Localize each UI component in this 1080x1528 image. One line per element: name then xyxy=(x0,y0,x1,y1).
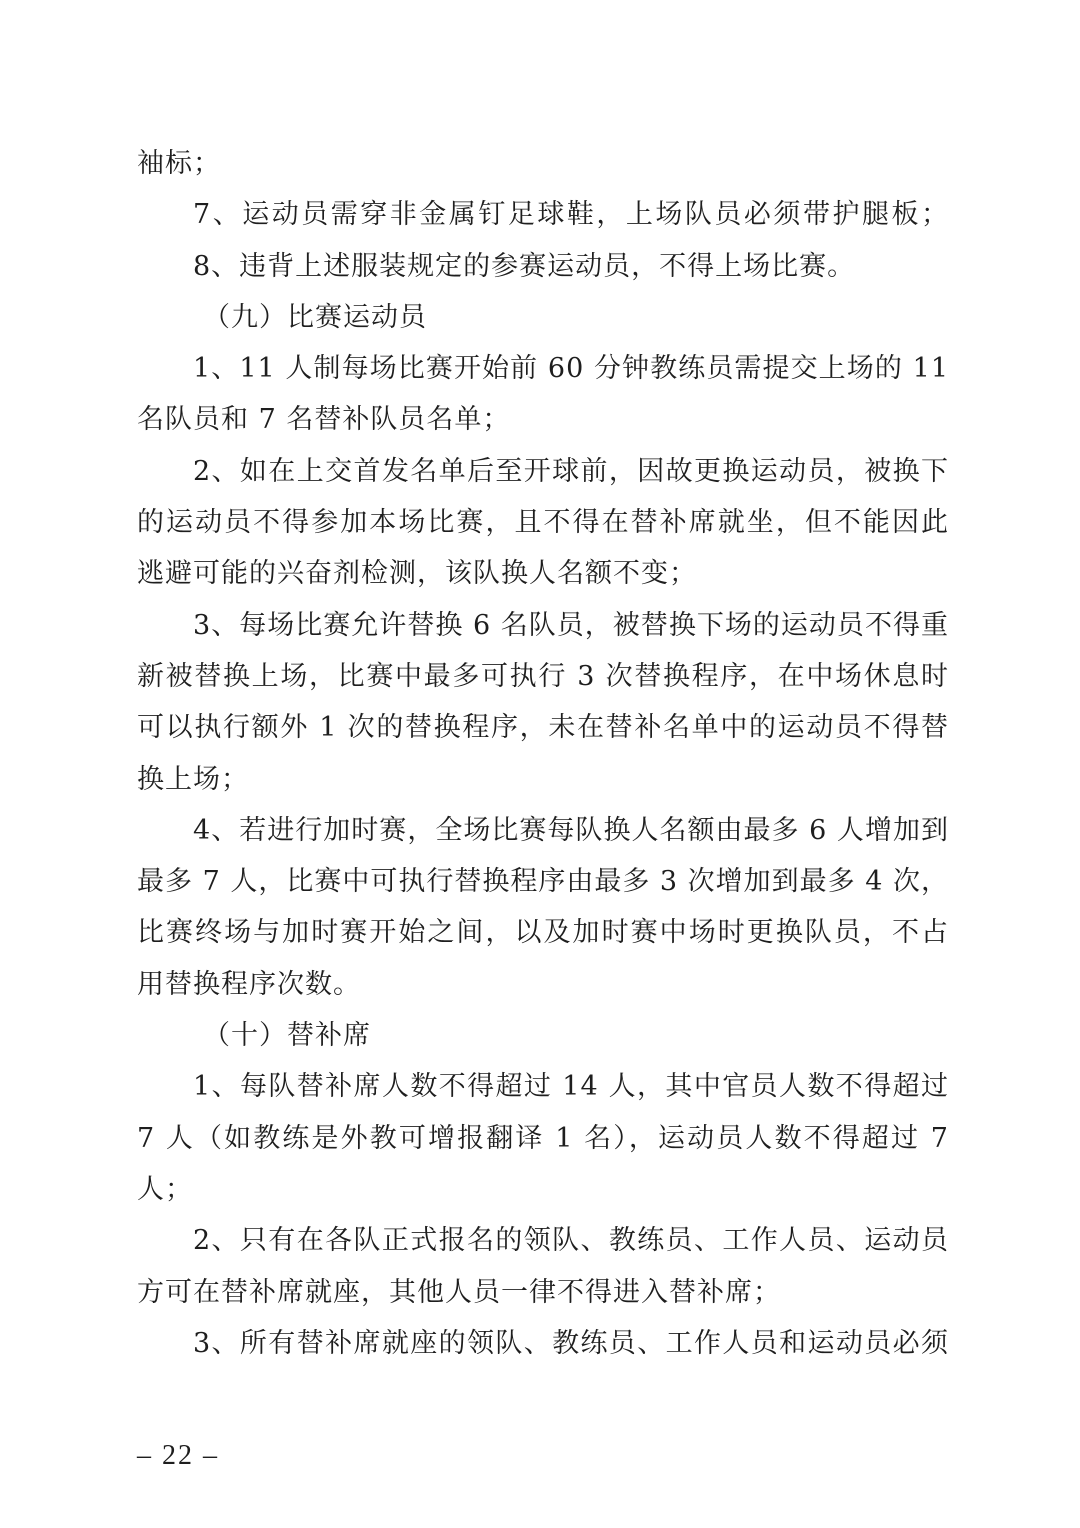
text-line: 7、运动员需穿非金属钉足球鞋，上场队员必须带护腿板； xyxy=(193,199,949,231)
body-text xyxy=(137,138,949,1369)
text-line: 换上场； xyxy=(137,763,249,795)
text-line: 名队员和 7 名替补队员名单； xyxy=(137,404,511,436)
text-line: 7 人（如教练是外教可增报翻译 1 名），运动员人数不得超过 7 xyxy=(137,1122,949,1154)
text-line: 4、若进行加时赛，全场比赛每队换人名额由最多 6 人增加到 xyxy=(193,814,949,846)
text-line: 8、违背上述服装规定的参赛运动员，不得上场比赛。 xyxy=(193,250,856,282)
text-line: 可以执行额外 1 次的替换程序，未在替补名单中的运动员不得替 xyxy=(137,712,949,744)
text-line: 的运动员不得参加本场比赛，且不得在替补席就坐，但不能因此 xyxy=(137,507,949,539)
text-line: 比赛终场与加时赛开始之间，以及加时赛中场时更换队员，不占 xyxy=(137,917,949,949)
text-line: 人； xyxy=(137,1173,193,1205)
text-line: 2、只有在各队正式报名的领队、教练员、工作人员、运动员 xyxy=(193,1225,949,1257)
text-line: 3、所有替补席就座的领队、教练员、工作人员和运动员必须 xyxy=(193,1327,949,1359)
section-heading: （九）比赛运动员 xyxy=(203,301,427,333)
text-line: 最多 7 人，比赛中可执行替换程序由最多 3 次增加到最多 4 次， xyxy=(137,866,950,898)
text-line: 方可在替补席就座，其他人员一律不得进入替补席； xyxy=(137,1276,781,1308)
text-line: 新被替换上场，比赛中最多可执行 3 次替换程序，在中场休息时 xyxy=(137,660,949,692)
text-line: 逃避可能的兴奋剂检测，该队换人名额不变； xyxy=(137,558,697,590)
text-line: 3、每场比赛允许替换 6 名队员，被替换下场的运动员不得重 xyxy=(193,609,949,641)
text-line: 用替换程序次数。 xyxy=(137,968,361,1000)
text-line: 袖标； xyxy=(137,148,221,179)
text-line: 1、每队替补席人数不得超过 14 人，其中官员人数不得超过 xyxy=(193,1071,949,1103)
section-heading: （十）替补席 xyxy=(203,1020,371,1052)
text-line: 1、11 人制每场比赛开始前 60 分钟教练员需提交上场的 11 xyxy=(193,353,949,385)
page-number: – 22 – xyxy=(137,1440,219,1471)
text-line: 2、如在上交首发名单后至开球前，因故更换运动员，被换下 xyxy=(193,455,949,487)
